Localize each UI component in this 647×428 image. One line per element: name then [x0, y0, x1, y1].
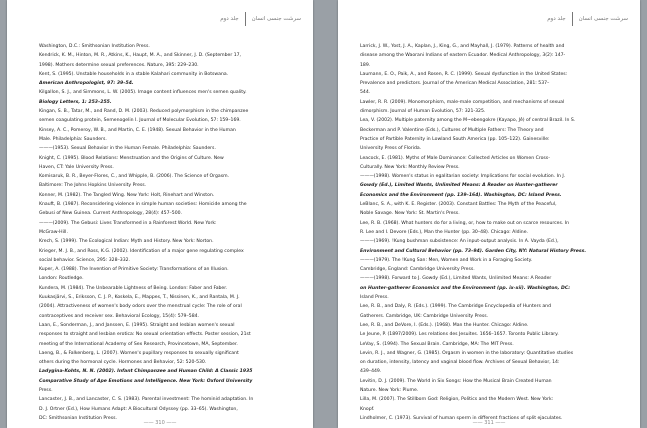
volume-label: جلد دوم [220, 16, 239, 22]
reference-line: meeting of the International Academy of Sex Research, Provincetown, MA, September. [39, 341, 238, 347]
reference-line: Cambridge, England: Cambridge University Press. [360, 267, 475, 273]
reference-line: Lee, R. B., and Daly, R. (Eds.). (1999). The Cambridge Encyclopedia of Hunters and [360, 304, 551, 310]
reference-line: dimorphism. Journal of Human Evolution, 57: 321-325. [360, 109, 486, 115]
reference-line: 189. [360, 62, 371, 68]
reference-line: Biology Letters, 1: 253–255. [39, 99, 112, 105]
reference-line: Levitin, D. J. (2009). The World in Six Songs: How the Musical Brain Created Human [360, 378, 552, 384]
reference-line: Leacock, E. (1981). Myths of Male Dominance: Collected Articles on Women Cross- [360, 155, 550, 161]
reference-line: Knauft, B. (1987). Reconsidering violence in simple human societies: Homicide among the [39, 202, 247, 208]
reference-line: Kuper, A. (1988). The Invention of Primitive Society: Transformations of an Illusion. [39, 267, 229, 273]
reference-line: Beckerman and P. Valentine (Eds.), Cultures of Multiple Fathers: The Theory and [360, 127, 544, 133]
reference-line: Konner, M. (1982). The Tangled Wing. New York: Holt, Rinehart and Winston. [39, 192, 215, 198]
reference-line: Lee, R. B., and DeVore, I. (Eds.). (1968). Man the Hunter. Chicago: Aldine. [360, 322, 529, 328]
reference-line: Gowdy (Ed.), Limited Wants, Unlimited Means: A Reader on Hunter-gatherer [360, 183, 558, 189]
right-page [338, 0, 640, 428]
reference-line: Washington, D.C.: Smithsonian Institution Press. [39, 44, 150, 49]
reference-line: Kilgallon, S. J., and Simmons, L. W. (2005). Image content influences men's semen quality. [39, 90, 247, 96]
reference-line: ———(1979). The !Kung San: Men, Women and Work in a Foraging Society. [360, 257, 533, 263]
reference-line: 439–449. [360, 369, 382, 375]
reference-line: Lawler, R. R. (2009). Monomorphism, male-male competition, and mechanisms of sexual [360, 99, 565, 105]
book-title: سرشت جنسی انسان [251, 16, 301, 22]
reference-line: London: Routledge. [39, 276, 84, 282]
reference-line: LeVay, S. (1994). The Sexual Brain. Cambridge, MA: The MIT Press. [360, 341, 514, 347]
reference-line: Kinsey, A. C., Pomeroy, W. B., and Martin, C. E. (1948). Sexual Behavior in the Human [39, 127, 236, 133]
reference-line: American Anthropologist, 97: 39–54. [39, 81, 134, 87]
reference-line: Gebusi of New Guinea. Current Anthropology, 28(4): 457–500. [39, 211, 183, 217]
reference-line: Comparative Study of Ape Emotions and Intelligence. New York: Oxford University [39, 378, 253, 384]
reference-line: on duration, intensity, latency and vaginal blood flow. Archives of Sexual Behavior, 14: [360, 360, 560, 366]
reference-line: Levin, R. J., and Wagner, G. (1985). Orgasm in women in the laboratory: Quantitative studies [360, 350, 574, 356]
reference-line: Nature. New York: Plume. [360, 387, 419, 393]
page-header [220, 12, 301, 26]
reference-line: Knight, C. (1995). Blood Relations: Menstruation and the Origins of Culture. New [39, 155, 224, 161]
reference-line: Economics and the Environment (pp. 139–164). Washington, DC: Island Press. [360, 192, 562, 198]
header-divider [245, 12, 246, 26]
reference-line: Island Press. [360, 295, 389, 301]
reference-line: Kent, S. (1995). Unstable households in a stable Kalahari community in Botswana. [39, 71, 229, 77]
reference-line: DC: Smithsonian Institution Press. [39, 415, 117, 421]
reference-list [338, 42, 640, 423]
reference-line: Haven, CT: Yale University Press. [39, 164, 114, 170]
reference-line: Le Jeune, P. (1897/2009). Les relations des Jesuites. 1656–1657. Toronto Public Library. [360, 332, 559, 338]
reference-line: Environment and Cultural Behavior (pp. 73–94). Garden City, NY: Natural History Press. [360, 248, 587, 254]
reference-line: Lilla, M. (2007). The Stillborn God: Religion, Politics and the Modern West. New York: [360, 397, 554, 403]
reference-line: Baltimore: The Johns Hopkins University Press. [39, 183, 147, 189]
reference-line: Kendrick, K. M., Hinton, M. R., Atkins, K., Haupt, M. A., and Skinner, J. D. (September 17, [39, 53, 242, 59]
reference-line: Culturally. New York: Monthly Review Press. [360, 164, 460, 170]
reference-line: social behavior. Science, 295: 328–332. [39, 257, 131, 263]
reference-line: McGraw-Hill. [39, 229, 68, 235]
reference-line: Krech, S. (1999). The Ecological Indian: Myth and History. New York: Norton. [39, 239, 214, 245]
reference-line: Larrick, J. W., Yost, J. A., Kaplan, J., King, G., and Mayhall, J. (1979). Patterns of health and [360, 44, 565, 49]
reference-line: ———(1998). Forward to J. Gowdy (Ed.), Limited Wants, Unlimited Means: A Reader [360, 276, 552, 282]
reference-line: Ladygina-Kohts, N. N. (2002). Infant Chimpanzee and Human Child: A Classic 1935 [39, 369, 253, 375]
reference-line: Lea, V. (2002). Multiple paternity among the M~ebengokre (Kayapo, Jê) of central Brazil. In S. [360, 118, 576, 124]
reference-line: University Press of Florida. [360, 146, 422, 152]
left-page [7, 0, 313, 428]
reference-line: Knopf. [360, 406, 375, 412]
reference-line: others during the hormonal cycle. Hormones and Behavior, 52: 520-530. [39, 360, 207, 366]
reference-line: ———(1969). !Kung bushman subsistence: An input-output analysis. In A. Vayda (Ed.), [360, 239, 559, 245]
page-header [547, 12, 628, 26]
reference-line: contraceptives and receiver sex. Behavioral Ecology, 15(4): 579–584. [39, 313, 199, 319]
reference-line: ———(1998). Women's status in egalitarian society: Implications for social evolution. In J. [360, 174, 566, 180]
book-title: سرشت جنسی انسان [578, 16, 628, 22]
reference-line: Laumann, E. O., Paik, A., and Rosen, R. C. (1999). Sexual dysfunction in the United States: [360, 71, 568, 77]
reference-line: 544. [360, 90, 371, 96]
reference-line: ———(1953). Sexual Behavior in the Human Female. Philadelphia: Saunders. [39, 146, 216, 152]
reference-line: Lee, R. B. (1968). What hunters do for a living, or, how to make out on scarce resources. In [360, 220, 570, 226]
reference-line: Kuukasjärvi, S., Eriksson, C. J. P., Koskela, E., Mappes, T., Nissinen, K., and Rantala, M. J. [39, 295, 240, 301]
reference-list [7, 42, 313, 423]
reference-line: Kingan, S. B., Tatar, M., and Rand, D. M. (2003). Reduced polymorphism in the chimpanzee [39, 109, 249, 115]
reference-line: Practice of Partible Paternity in Lowland South America (pp. 105–122). Gainesville: [360, 136, 550, 142]
reference-line: (2004). Attractiveness of women's body odors over the menstrual cycle: The role of oral [39, 304, 242, 310]
page-number: —— 311 —— [472, 420, 506, 426]
reference-line: LeBlanc, S. A., with K. E. Register. (2003). Constant Battles: The Myth of the Peaceful, [360, 202, 557, 208]
reference-line: R. Lee and I. Devore (Eds.), Man the Hunter (pp. 30–48). Chicago: Aldine. [360, 229, 528, 235]
reference-line: Press. [39, 387, 53, 393]
reference-line: Laeng, B., & Falkenberg, L. (2007). Women's pupillary responses to sexually significant [39, 350, 239, 356]
reference-line: ———(2009). The Gebusi: Lives Transformed in a Rainforest World. New York: [39, 220, 217, 226]
reference-line: Noble Savage. New York: St. Martin's Press. [360, 211, 460, 217]
reference-line: on Hunter-gatherer Economics and the Environment (pp. ix-xii). Washington, DC: [360, 285, 571, 291]
reference-line: responses to straight and lesbian erotica: No sexual orientation effects. Poster session, 21st [39, 332, 251, 338]
reference-line: Male. Philadelphia: Saunders. [39, 136, 107, 142]
reference-line: Lindholmer, C. (1973). Survival of human sperm in different fractions of split ejaculates. [360, 415, 563, 421]
volume-label: جلد دوم [547, 16, 566, 22]
reference-line: Gatherers. Cambridge, UK: Cambridge University Press. [360, 313, 489, 319]
reference-line: D. J. Ortner (Ed.), How Humans Adapt: A Biocultural Odyssey (pp. 33–65). Washington, [39, 406, 238, 412]
reference-line: Lancaster, J. B., and Lancaster, C. S. (1983). Parental investment: The hominid adaptation. In [39, 397, 254, 403]
reference-line: Laan, E., Sonderman, J., and Janssen, E. (1995). Straight and lesbian women's sexual [39, 322, 235, 328]
reference-line: 1998). Mothers determine sexual preferences. Nature, 395: 229–230. [39, 62, 199, 68]
reference-line: Prevalence and predictors. Journal of the American Medical Association, 281: 537– [360, 81, 550, 87]
header-divider [572, 12, 573, 26]
reference-line: disease among the Waorani Indians of eastern Ecuador. Medical Anthropology, 3(2): 147- [360, 53, 566, 59]
reference-line: semen coagulating protein, Semenogelin I. Journal of Molecular Evolution, 57: 159–169. [39, 118, 241, 124]
reference-line: Krieger, M. J. B., and Ross, K.G. (2002). Identification of a major gene regulating complex [39, 248, 244, 254]
reference-line: Komisaruk, B. R., Beyer-Flores, C., and Whipple, B. (2006). The Science of Orgasm. [39, 174, 230, 180]
page-number: —— 310 —— [143, 420, 177, 426]
reference-line: Kundera, M. (1984). The Unbearable Lightness of Being. London: Faber and Faber. [39, 285, 228, 291]
